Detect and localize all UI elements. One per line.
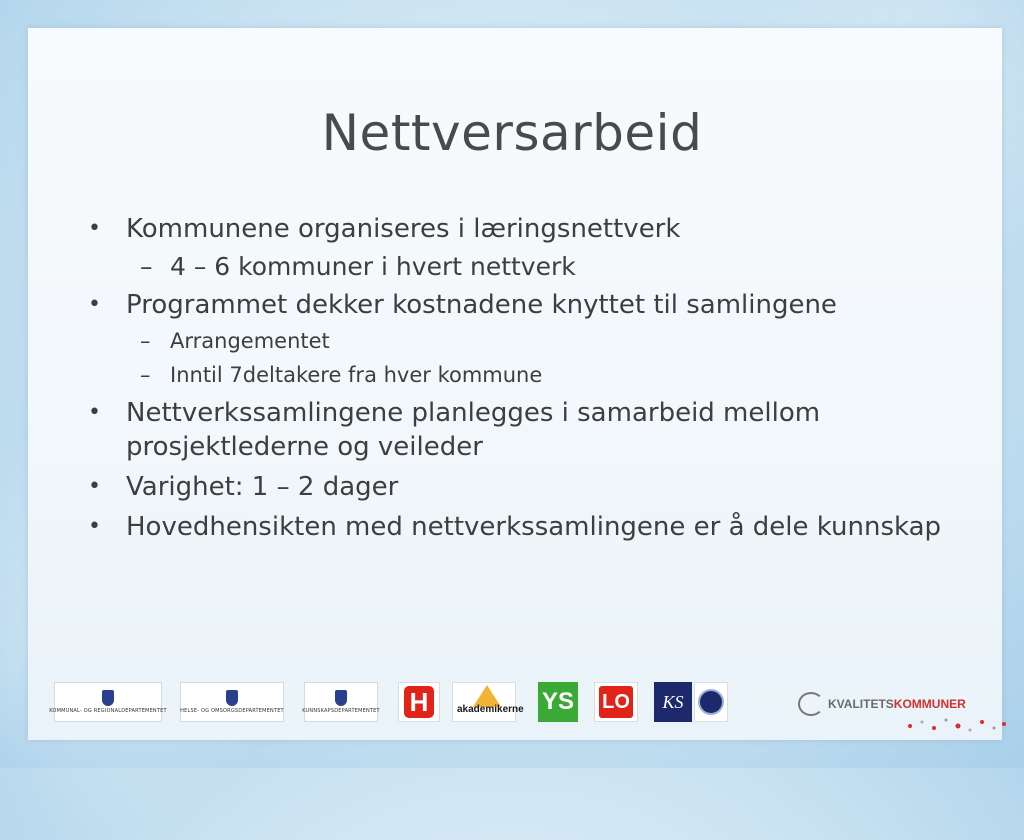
logo-text: KS xyxy=(662,691,684,712)
sub-bullet-item xyxy=(88,326,948,356)
logo-helse-og-omsorgsdepartementet xyxy=(180,682,284,722)
h-mark: H xyxy=(404,686,434,718)
crest-icon xyxy=(335,690,347,706)
bullet-marker: • xyxy=(88,474,101,499)
dash-marker: – xyxy=(140,252,153,281)
logo-ys xyxy=(538,682,578,722)
seal-icon xyxy=(698,689,724,715)
logo-text: YS xyxy=(541,688,574,715)
bullet-item xyxy=(88,470,948,504)
logo-akademikerne xyxy=(452,682,524,722)
bullet-text: Hovedhensikten med nettverkssamlingene er å dele kunnskap xyxy=(126,512,942,542)
bullet-item xyxy=(88,510,948,544)
logo-h xyxy=(398,682,440,722)
decorative-dots xyxy=(900,712,1010,738)
bullet-text: Inntil 7deltakere fra hver kommune xyxy=(170,363,543,387)
logo-kunnskapsdepartementet xyxy=(304,682,378,722)
bullet-text: 4 – 6 kommuner i hvert nettverk xyxy=(170,252,576,281)
bullet-text: Kommunene organiseres i læringsnettverk xyxy=(126,214,681,244)
bullet-text: Varighet: 1 – 2 dager xyxy=(126,472,399,502)
logo-kommunal-og-regionaldepartementet xyxy=(49,682,167,722)
bullet-item xyxy=(88,288,948,322)
logo-text-part1: KVALITETS xyxy=(828,697,894,711)
logo-ks xyxy=(654,682,692,722)
bullet-item xyxy=(88,396,948,464)
sub-bullet-item xyxy=(88,360,948,390)
sub-bullet-item xyxy=(88,250,948,284)
lo-mark: LO xyxy=(599,686,633,718)
bullet-text: Nettverkssamlingene planlegges i samarbeid mellom prosjektlederne og veileder xyxy=(126,398,821,462)
logo-text-part2: KOMMUNER xyxy=(893,697,966,711)
crest-icon xyxy=(102,690,114,706)
kk-swirl-icon xyxy=(798,692,824,716)
bullet-marker: • xyxy=(88,216,101,241)
bullet-marker: • xyxy=(88,514,101,539)
dash-marker: – xyxy=(140,329,151,353)
bullet-marker: • xyxy=(88,292,101,317)
bullet-marker: • xyxy=(88,400,101,425)
logo-seal xyxy=(694,682,728,722)
bullet-text: Arrangementet xyxy=(170,329,330,353)
dash-marker: – xyxy=(140,363,151,387)
bullet-item xyxy=(88,212,948,246)
bullet-text: Programmet dekker kostnadene knyttet til samlingene xyxy=(126,290,837,320)
logo-text: akademikerne xyxy=(457,704,524,715)
bullet-list xyxy=(88,212,948,550)
logo-lo xyxy=(594,682,638,722)
slide-title: Nettversarbeid xyxy=(321,104,703,162)
logo-text: KOMMUNAL- OG REGIONALDEPARTEMENTET xyxy=(49,708,167,714)
logo-text: HELSE- OG OMSORGSDEPARTEMENTET xyxy=(180,708,284,714)
logo-text: KUNNSKAPSDEPARTEMENTET xyxy=(302,708,380,714)
crest-icon xyxy=(226,690,238,706)
